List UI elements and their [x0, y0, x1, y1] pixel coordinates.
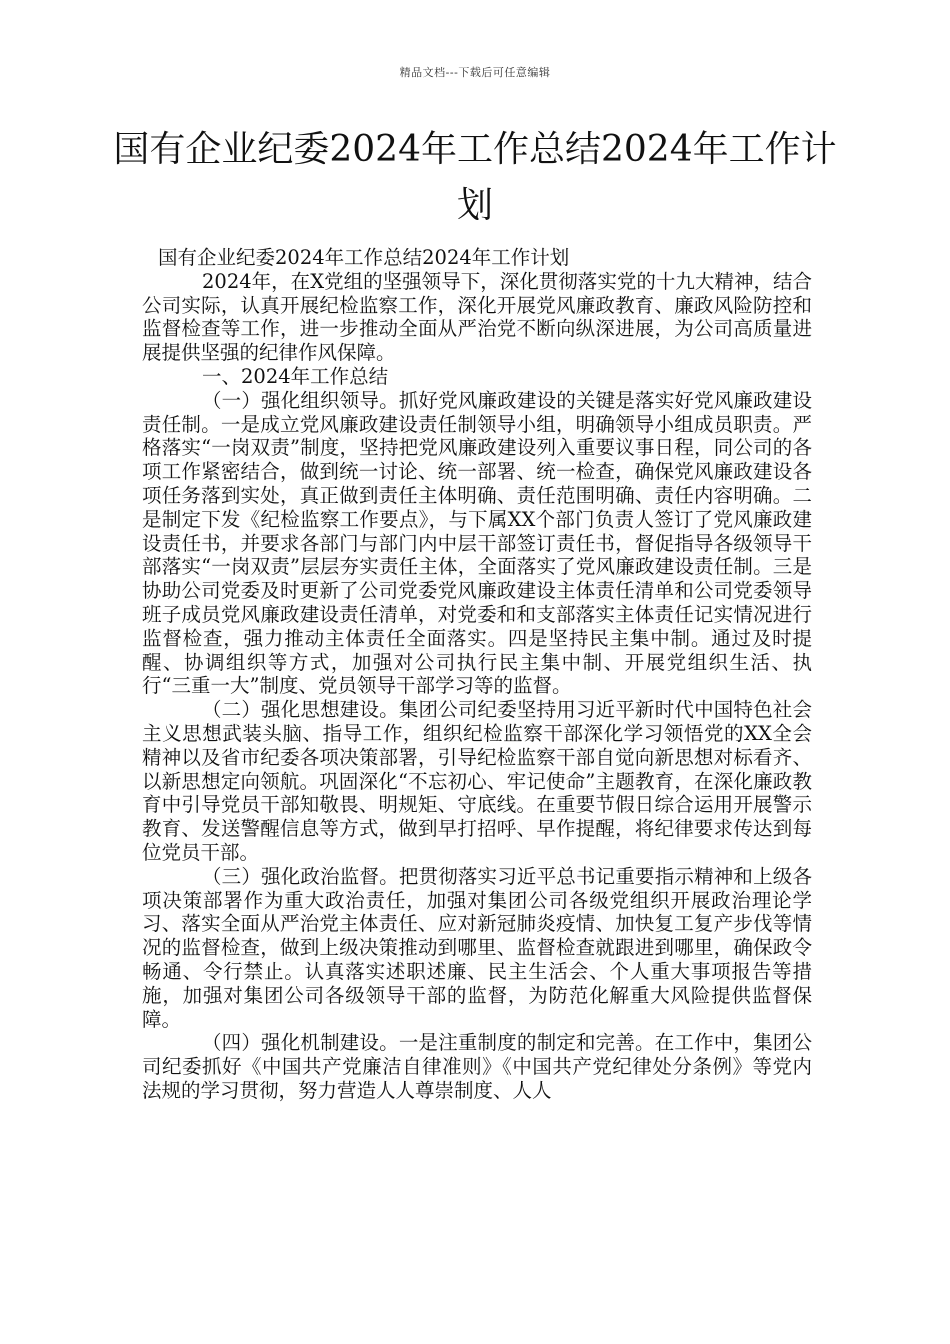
document-subtitle: 国有企业纪委2024年工作总结2024年工作计划 — [158, 246, 570, 269]
paragraph-ideology: （二）强化思想建设。集团公司纪委坚持用习近平新时代中国特色社会主义思想武装头脑、指导工作，组织纪检监察干部深化学习领悟党的XX全会精神以及省市纪委各项决策部署，引导纪检监察干部自觉向新思想对标看齐、以新思想定向领航。巩固深化“不忘初心、牢记使命”主题教育，在深化廉政教育中引导党员干部知敬畏、明规矩、守底线。在重要节假日综合运用开展警示教育、发送警醒信息等方式，做到早打招呼、早作提醒，将纪律要求传达到每位党员干部。 — [142, 698, 812, 864]
document-title: 国有企业纪委2024年工作总结2024年工作计划 — [113, 129, 837, 226]
header-note: 精品文档---下载后可任意编辑 — [399, 66, 551, 79]
paragraph-organization: （一）强化组织领导。抓好党风廉政建设的关键是落实好党风廉政建设责任制。一是成立党风廉政建设责任制领导小组，明确领导小组成员职责。严格落实“一岗双责”制度，坚持把党风廉政建设列入重要议事日程，同公司的各项工作紧密结合，做到统一讨论、统一部署、统一检查，确保党风廉政建设各项任务落到实处，真正做到责任主体明确、责任范围明确、责任内容明确。二是制定下发《纪检监察工作要点》，与下属XX个部门负责人签订了党风廉政建设责任书，并要求各部门与部门内中层干部签订责任书，督促指导各级领导干部落实“一岗双责”层层夯实责任主体，全面落实了党风廉政建设责任制。三是协助公司党委及时更新了公司党委党风廉政建设主体责任清单和公司党委领导班子成员党风廉政建设责任清单，对党委和和支部落实主体责任记实情况进行监督检查，强力推动主体责任全面落实。四是坚持民主集中制。通过及时提醒、协调组织等方式，加强对公司执行民主集中制、开展党组织生活、执行“三重一大”制度、党员领导干部学习等的监督。 — [142, 388, 812, 698]
intro-paragraph: 2024年，在X党组的坚强领导下，深化贯彻落实党的十九大精神，结合公司实际，认真开展纪检监察工作，深化开展党风廉政教育、廉政风险防控和监督检查等工作，进一步推动全面从严治党不断向纵深进展，为公司高质量进展提供坚强的纪律作风保障。 — [142, 269, 812, 365]
paragraph-mechanism: （四）强化机制建设。一是注重制度的制定和完善。在工作中，集团公司纪委抓好《中国共产党廉洁自律准则》《中国共产党纪律处分条例》等党内法规的学习贯彻，努力营造人人尊崇制度、人人 — [142, 1031, 812, 1102]
document-body — [142, 246, 812, 1103]
section-heading: 一、2024年工作总结 — [202, 364, 389, 388]
paragraph-political-supervision: （三）强化政治监督。把贯彻落实习近平总书记重要指示精神和上级各项决策部署作为重大政治责任，加强对集团公司各级党组织开展政治理论学习、落实全面从严治党主体责任、应对新冠肺炎疫情、加快复工复产步伐等情况的监督检查，做到上级决策推动到哪里、监督检查就跟进到哪里，确保政令畅通、令行禁止。认真落实述职述廉、民主生活会、个人重大事项报告等措施，加强对集团公司各级领导干部的监督，为防范化解重大风险提供监督保障。 — [142, 864, 812, 1031]
